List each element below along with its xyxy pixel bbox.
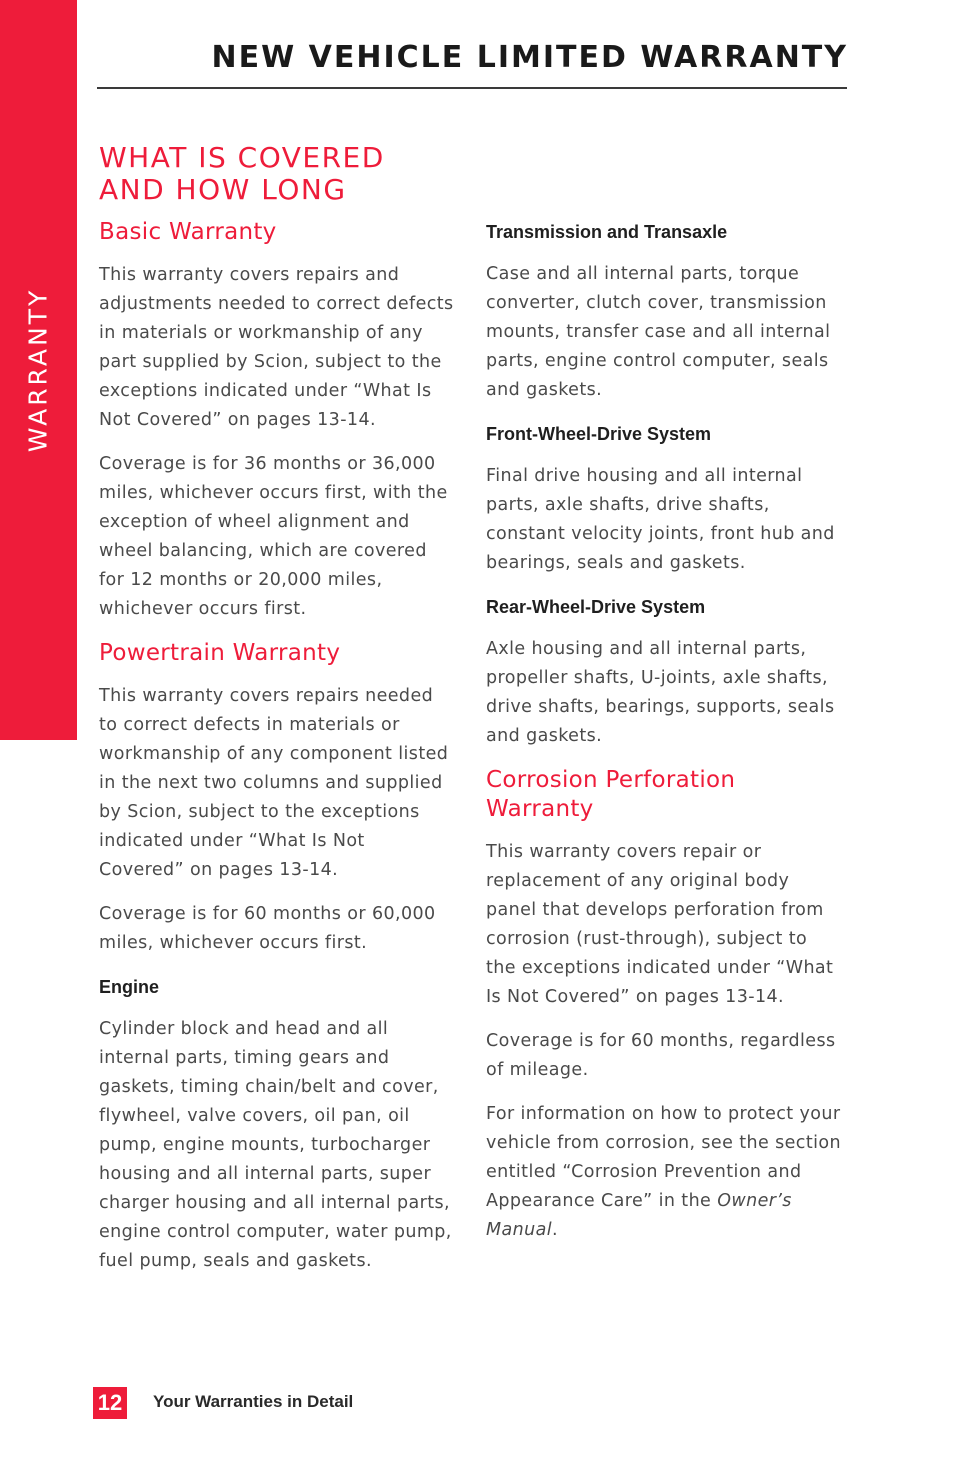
page-number-badge: 12 [93,1387,127,1419]
front-wheel-drive-heading: Front-Wheel-Drive System [486,424,712,444]
basic-warranty-paragraph-1: This warranty covers repairs and adjustments needed to correct defects in materials or workmanship of any part supplied by Scion, subject to the exceptions indicated under “What Is Not Covered” on pages 13-14. [99,265,454,430]
corrosion-paragraph-3 [486,1100,841,1245]
corrosion-paragraph-1: This warranty covers repair or replacement of any original body panel that develops perforation from corrosion (rust-through), subject to the exceptions indicated under “What Is Not Covered” on pages 13-14. [486,842,834,1007]
corrosion-paragraph-3-end: . [552,1220,558,1240]
corrosion-paragraph-2: Coverage is for 60 months, regardless of mileage. [486,1031,836,1080]
basic-warranty-heading: Basic Warranty [99,219,277,245]
rear-wheel-drive-heading: Rear-Wheel-Drive System [486,597,706,617]
right-column [486,218,841,1260]
page-header-title: NEW VEHICLE LIMITED WARRANTY [211,40,848,75]
owners-manual-title: Owner’s Manual [486,1191,792,1240]
basic-warranty-paragraph-2: Coverage is for 36 months or 36,000 miles, whichever occurs first, with the exception of wheel alignment and wheel balancing, which are covered for 12 months or 20,000 miles, whichever occurs first. [99,454,448,619]
engine-heading: Engine [99,977,160,997]
engine-paragraph: Cylinder block and head and all internal parts, timing gears and gaskets, timing chain/belt and cover, flywheel, valve covers, oil pan, oil pump, engine mounts, turbocharger housing and all internal parts, super charger housing and all internal parts, engine control computer, water pump, fuel pump, seals and gaskets. [99,1019,452,1271]
sidebar-label: WARRANTY [23,287,53,453]
powertrain-warranty-paragraph-2: Coverage is for 60 months or 60,000 miles, whichever occurs first. [99,904,436,953]
rear-wheel-drive-paragraph: Axle housing and all internal parts, propeller shafts, U-joints, axle shafts, drive shafts, bearings, supports, seals and gaskets. [486,639,835,746]
footer-section-title: Your Warranties in Detail [153,1392,354,1411]
header-divider [97,87,847,89]
transmission-heading: Transmission and Transaxle [486,222,728,242]
transmission-paragraph: Case and all internal parts, torque converter, clutch cover, transmission mounts, transfer case and all internal parts, engine control computer, seals and gaskets. [486,264,831,400]
sidebar-tab [0,0,77,740]
section-title: WHAT IS COVERED AND HOW LONG [99,141,385,206]
corrosion-paragraph-3-text: For information on how to protect your vehicle from corrosion, see the section entitled “Corrosion Prevention and Appearance Care” in the [486,1104,841,1211]
corrosion-warranty-heading: Corrosion Perforation Warranty [486,767,736,822]
left-column [99,218,454,1291]
front-wheel-drive-paragraph: Final drive housing and all internal parts, axle shafts, drive shafts, constant velocity joints, front hub and bearings, seals and gaskets. [486,466,835,573]
powertrain-warranty-paragraph-1: This warranty covers repairs needed to correct defects in materials or workmanship of any component listed in the next two columns and supplied by Scion, subject to the exceptions indicated under “What Is Not Covered” on pages 13-14. [99,686,449,880]
powertrain-warranty-heading: Powertrain Warranty [99,640,341,666]
